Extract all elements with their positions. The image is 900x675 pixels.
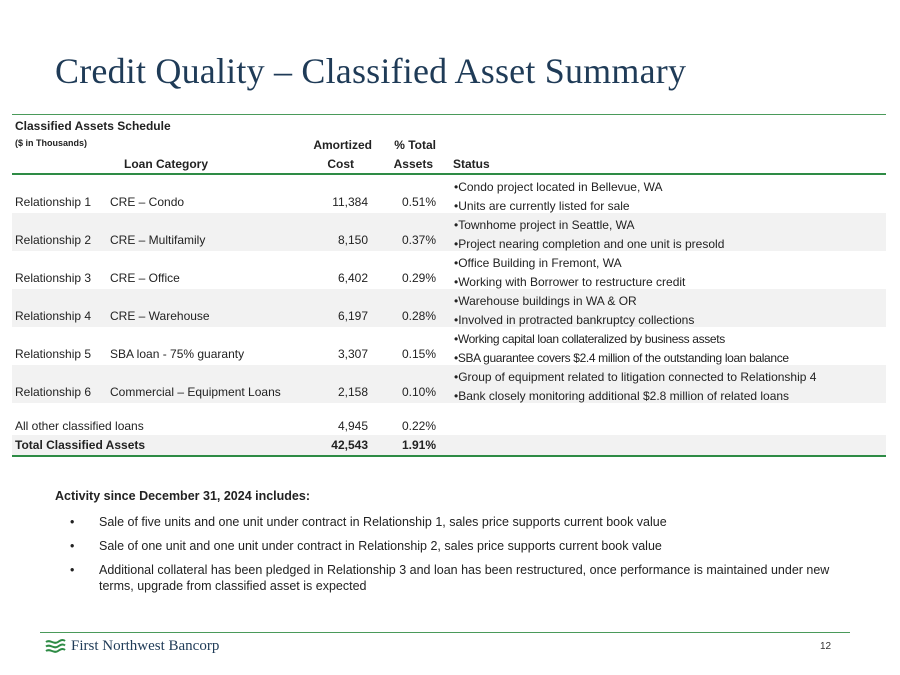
relationship-label: Relationship 3	[15, 271, 92, 285]
pct-total-assets: 0.29%	[401, 271, 436, 285]
amortized-cost: 11,384	[332, 195, 368, 209]
wave-logo-icon	[44, 637, 66, 655]
table-row	[12, 175, 886, 213]
status-line-1: •Group of equipment related to litigation connected to Relationship 4	[454, 370, 817, 384]
pct-total-assets: 0.28%	[401, 309, 436, 323]
pct-total-assets: 0.15%	[401, 347, 436, 361]
footer-rule	[40, 632, 850, 633]
relationship-label: Relationship 2	[15, 233, 92, 247]
loan-category: CRE – Warehouse	[110, 309, 210, 323]
status-line-2: •Involved in protracted bankruptcy collections	[454, 313, 695, 327]
page-number: 12	[820, 641, 832, 652]
relationship-label: Relationship 1	[15, 195, 92, 209]
total-cost: 42,543	[331, 438, 368, 452]
company-logo	[44, 637, 219, 655]
activity-item-text: Sale of one unit and one unit under contract in Relationship 2, sales price supports current book value	[99, 539, 662, 553]
pct-total-assets: 0.51%	[401, 195, 436, 209]
company-name: First Northwest Bancorp	[71, 637, 220, 654]
status-line-1: •Townhome project in Seattle, WA	[454, 218, 635, 232]
table-row	[12, 365, 886, 403]
status-line-1: •Working capital loan collateralized by business assets	[454, 332, 725, 346]
header-cost: Cost	[327, 157, 354, 171]
amortized-cost: 8,150	[337, 233, 368, 247]
activity-item-text: Sale of five units and one unit under contract in Relationship 1, sales price supports current book value	[99, 515, 667, 529]
other-loans-label: All other classified loans	[15, 419, 144, 433]
units-note: ($ in Thousands)	[15, 138, 87, 148]
status-line-2: •Bank closely monitoring additional $2.8 million of related loans	[454, 389, 790, 403]
header-status: Status	[453, 157, 490, 171]
bullet-icon: •	[70, 539, 75, 553]
loan-category: Commercial – Equipment Loans	[110, 385, 281, 399]
total-label: Total Classified Assets	[15, 438, 146, 452]
status-line-2: •Units are currently listed for sale	[454, 199, 630, 213]
loan-category: SBA loan - 75% guaranty	[110, 347, 245, 361]
classified-assets-table	[12, 114, 886, 457]
activity-list	[70, 514, 860, 602]
amortized-cost: 6,402	[337, 271, 368, 285]
status-line-1: •Warehouse buildings in WA & OR	[454, 294, 637, 308]
amortized-cost: 3,307	[337, 347, 368, 361]
bullet-icon: •	[70, 515, 75, 529]
status-line-2: •Working with Borrower to restructure credit	[454, 275, 686, 289]
loan-category: CRE – Condo	[110, 195, 185, 209]
table-row	[12, 251, 886, 289]
page-title: Credit Quality – Classified Asset Summary	[55, 51, 687, 91]
table-row	[12, 289, 886, 327]
total-pct: 1.91%	[401, 438, 436, 452]
other-loans-cost: 4,945	[337, 419, 368, 433]
header-loan-category: Loan Category	[124, 157, 209, 171]
relationship-label: Relationship 4	[15, 309, 92, 323]
table-row	[12, 213, 886, 251]
header-assets: Assets	[393, 157, 433, 171]
pct-total-assets: 0.37%	[401, 233, 436, 247]
pct-total-assets: 0.10%	[401, 385, 436, 399]
table-spacer	[12, 403, 886, 416]
amortized-cost: 2,158	[337, 385, 368, 399]
loan-category: CRE – Multifamily	[110, 233, 206, 247]
list-item	[70, 562, 860, 594]
status-line-1: •Condo project located in Bellevue, WA	[454, 180, 663, 194]
other-loans-pct: 0.22%	[401, 419, 436, 433]
relationship-label: Relationship 5	[15, 347, 92, 361]
table-header	[12, 115, 886, 175]
header-pct-total: % Total	[394, 138, 436, 152]
table-row	[12, 327, 886, 365]
activity-item-text: Additional collateral has been pledged in Relationship 3 and loan has been restructured, once performance is maintained under new terms, upgrade from classified asset is expected	[99, 563, 830, 593]
loan-category: CRE – Office	[110, 271, 180, 285]
status-line-1: •Office Building in Fremont, WA	[454, 256, 622, 270]
bullet-icon: •	[70, 563, 75, 577]
header-amortized: Amortized	[313, 138, 372, 152]
status-line-2: •SBA guarantee covers $2.4 million of the outstanding loan balance	[454, 351, 789, 365]
relationship-label: Relationship 6	[15, 385, 92, 399]
status-line-2: •Project nearing completion and one unit is presold	[454, 237, 725, 251]
other-loans-row	[12, 416, 886, 435]
activity-heading: Activity since December 31, 2024 includes:	[55, 489, 310, 503]
list-item	[70, 538, 860, 554]
list-item	[70, 514, 860, 530]
total-row	[12, 435, 886, 457]
schedule-title: Classified Assets Schedule	[15, 119, 171, 133]
amortized-cost: 6,197	[337, 309, 368, 323]
